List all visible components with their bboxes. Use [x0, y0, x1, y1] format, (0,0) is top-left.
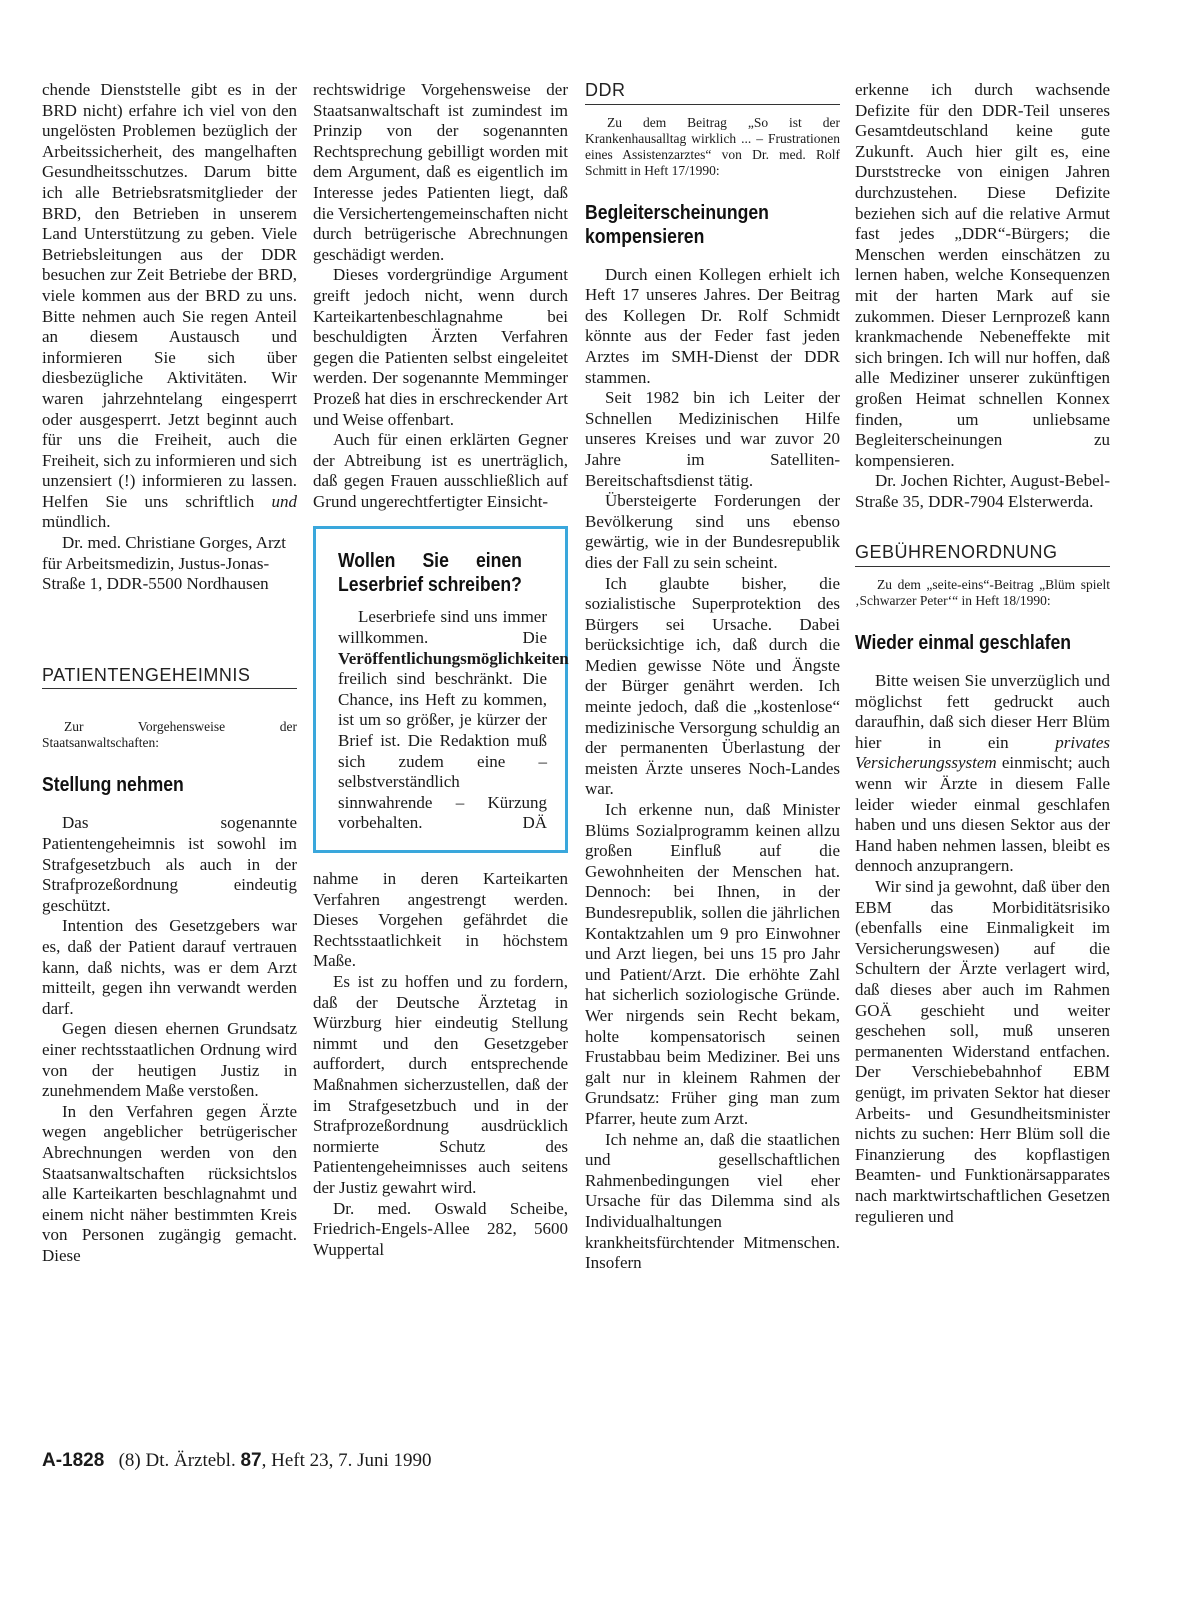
info-box: [313, 526, 568, 853]
paragraph: nahme in deren Karteikarten Verfahren angestrengt werden. Dieses Vorgehen gefährdet die Rechtsstaatlichkeit in höchstem Maße.: [313, 869, 568, 971]
paragraph: Intention des Gesetzgebers war es, daß der Patient darauf vertrauen kann, daß nichts, was er dem Arzt mitteilt, gegen ihn verwandt werden darf.: [42, 916, 297, 1018]
paragraph: rechtswidrige Vorgehensweise der Staatsanwaltschaft ist zumindest im Prinzip von der sogenannten Rechtsprechung gebilligt worden mit dem Argument, daß es eigentlich im Interesse jedes Patienten liegt, daß die Versichertengemeinschaften nicht durch betrügerische Abrechnungen geschädigt werden.: [313, 80, 568, 264]
column-4: [855, 80, 1110, 1227]
reference-line: Zu dem Beitrag „So ist der Krankenhausalltag wirklich ... – Frustrationen eines Assistenzarztes“ von Dr. med. Rolf Schmitt in Heft 17/1990:: [585, 114, 840, 178]
box-bold-text: Veröffentlichungsmöglichkeiten: [338, 648, 569, 668]
paragraph: [855, 671, 1110, 877]
reference-line: Zur Vorgehensweise der Staatsanwaltschaften:: [42, 719, 297, 751]
paragraph: Ich nehme an, daß die staatlichen und gesellschaftlichen Rahmenbedingungen viel eher Ursache für das Dilemma sind als Individualhaltungen krankheitsfürchtender Mitmenschen. Insofern: [585, 1129, 840, 1273]
paragraph: In den Verfahren gegen Ärzte wegen angeblicher betrügerischer Abrechnungen werden von den Staatsanwaltschaften rücksichtslos alle Karteikarten beschlagnahmt und einem nicht näher bestimmten Kreis von Personen zugängig gemacht. Diese: [42, 1101, 297, 1265]
paragraph-text: Bitte weisen Sie unverzüglich und möglichst fett gedruckt auch daraufhin, daß sich dieser Herr Blüm hier in ein: [855, 671, 1110, 752]
letter-signature: Dr. med. Christiane Gorges, Arzt für Arbeitsmedizin, Justus-Jonas-Straße 1, DDR-5500 Nordhausen: [42, 533, 286, 594]
journal-issue: , Heft 23, 7. Juni 1990: [261, 1450, 432, 1471]
paragraph: Ich erkenne nun, daß Minister Blüms Sozialprogramm keinen allzu großen Einfluß auf die Gewohnheiten der Menschen hat. Dennoch: bei Ihnen, in der Bundesrepublik, sollen die jährlichen Kontaktzahlen um 9 pro Einwohner und Arzt liegen, bei uns 15 pro Jahr und Patient/Arzt. Die erhöhte Zahl hat sicherlich soziologische Gründe. Wer nirgends sein Recht bekam, holte kompensatorisch seinen Frustabbau beim Mediziner. Bei uns galt nur in kleinem Rahmen der Grundsatz: Früher ging man zum Pfarrer, heute zum Arzt.: [585, 800, 840, 1128]
box-heading: Wollen Sie einen Leserbrief schreiben?: [338, 550, 522, 597]
journal-volume: 87: [240, 1450, 262, 1471]
letter-heading: Begleiterscheinungen kompensieren: [585, 201, 769, 248]
paragraph: Übersteigerte Forderungen der Bevölkerung sind uns ebenso gewärtig, wie in der Bundesrepublik dies der Fall zu sein scheint.: [585, 491, 840, 572]
paragraph-text: chende Dienststelle gibt es in der BRD nicht) erfahre ich viel von den ungelösten Problemen bezüglich der Arbeitssicherheit, des mangelhaften Gesundheitsschutzes. Darum bitte ich alle Betriebsratsmitglieder der BRD, den Betrieben in unserem Land Unterstützung zu geben. Viele Betriebsleitungen aus der DDR besuchen zur Zeit Betriebe der BRD, viele kommen aus der BRD zu uns. Bitte nehmen auch Sie regen Anteil an diesem Austausch und informieren Sie sich über diesbezügliche Aktivitäten. Wir waren jahrzehntelang eingesperrt oder ausgesperrt. Jetzt beginnt auch für uns die Freiheit, auch die Freiheit, sich zu informieren und sich unzensiert (!) informieren zu lassen. Helfen Sie uns schriftlich: [42, 80, 297, 511]
paragraph: Durch einen Kollegen erhielt ich Heft 17 unseres Jahres. Der Beitrag des Kollegen Dr. Rolf Schmidt könnte aus der Feder fast jeden Arztes im SMH-Dienst der DDR stammen.: [585, 264, 840, 387]
paragraph: [42, 80, 297, 533]
journal-citation: (8) Dt. Ärztebl.: [118, 1450, 236, 1471]
page-footer: [42, 1450, 432, 1472]
paragraph: Wir sind ja gewohnt, daß über den EBM das Morbiditätsrisiko (ebenfalls eine Einmaligkeit im Versicherungswesen) auf die Schultern der Ärzte verlagert wird, daß dieses aber auch im Rahmen GOÄ geschieht und weiter geschehen soll, muß unseren permanenten Widerstand entfachen. Der Verschiebebahnhof EBM genügt, im privaten Sektor hat dieser Arbeits- und Gesundheitsminister nichts zu suchen: Herr Blüm soll die Finanzierung des kopflastigen Beamten- und Funktionärsapparates nach marktwirtschaftlichen Gesetzen regulieren und: [855, 877, 1110, 1226]
letter-signature: Dr. med. Oswald Scheibe, Friedrich-Engels-Allee 282, 5600 Wuppertal: [313, 1198, 568, 1259]
column-3: [585, 80, 840, 1274]
column-2: [313, 80, 568, 1260]
section-title-ddr: DDR: [585, 80, 840, 105]
emphasis-text: und: [271, 491, 298, 511]
paragraph: Das sogenannte Patientengeheimnis ist sowohl im Strafgesetzbuch als auch in der Strafprozeßordnung eindeutig geschützt.: [42, 813, 297, 915]
box-signature: DÄ: [522, 813, 547, 833]
box-paragraph: [338, 607, 569, 834]
emphasis-text: privates Versicherungssystem: [855, 732, 1111, 773]
paragraph: Gegen diesen ehernen Grundsatz einer rechtsstaatlichen Ordnung wird von der heutigen Justiz in zunehmendem Maße verstoßen.: [42, 1019, 297, 1101]
reference-line: Zu dem „seite-eins“-Beitrag „Blüm spielt ‚Schwarzer Peter‘“ in Heft 18/1990:: [855, 577, 1110, 609]
paragraph: erkenne ich durch wachsende Defizite für den DDR-Teil unseres Gesamtdeutschland keine gute Zukunft. Auch hier gilt es, eine Durststrecke von einigen Jahren durchzustehen. Diese Defizite beziehen sich auf die relative Armut fast jedes „DDR“-Bürgers; die Menschen werden einschätzen zu lernen haben, welche Konsequenzen mit der harten Mark auf sie zukommen. Dieser Lernprozeß kann krankmachende Nebeneffekte mit sich bringen. Ich will nur hoffen, daß alle Mediziner unserer zukünftigen großen Heimat schnellen Konnex finden, um unliebsame Begleiterscheinungen zu kompensieren.: [855, 80, 1110, 470]
column-1: [42, 80, 297, 1267]
section-title-gebuehrenordnung: GEBÜHRENORDNUNG: [855, 542, 1110, 567]
paragraph: Seit 1982 bin ich Leiter der Schnellen Medizinischen Hilfe unseres Kreises und war zuvor 20 Jahre im Satelliten-Bereitschaftsdienst tätig.: [585, 388, 840, 490]
paragraph-text: mündlich.: [42, 512, 111, 532]
page-number: A-1828: [42, 1450, 105, 1471]
letter-heading: Wieder einmal geschlafen: [855, 632, 1072, 655]
paragraph-text: einmischt; auch wenn wir Ärzte in diesem Falle leider wieder einmal geschlafen haben und uns diesen Sektor aus der Hand haben nehmen lassen, bleibt es dennoch anzuprangern.: [855, 753, 1110, 876]
paragraph: Es ist zu hoffen und zu fordern, daß der Deutsche Ärztetag in Würzburg hier eindeutig Stellung nimmt und den Gesetzgeber auffordert, durch entsprechende Maßnahmen sicherzustellen, daß der im Strafgesetzbuch und in der Strafprozeßordnung ausdrücklich normierte Schutz des Patientengeheimnisses auch seitens der Justiz gewahrt wird.: [313, 971, 568, 1197]
paragraph: Dieses vordergründige Argument greift jedoch nicht, wenn durch Karteikartenbeschlagnahme bei beschuldigten Ärzten Verfahren gegen die Patienten selbst eingeleitet werden. Der sogenannte Memminger Prozeß hat dies in erschreckender Art und Weise offenbart.: [313, 265, 568, 429]
paragraph: Ich glaubte bisher, die sozialistische Superprotektion des Bürgers sei Ursache. Dabei berücksichtige ich, daß durch die Medien gewisse Nöte und Ängste der Bürger genährt werden. Ich meinte jedoch, daß die „kostenlose“ medizinische Versorgung schuldig an der permanenten Überlastung der meisten Ärzte unseres Noch-Landes war.: [585, 573, 840, 799]
section-title-patientengeheimnis: PATIENTENGEHEIMNIS: [42, 665, 297, 690]
box-text: freilich sind beschränkt. Die Chance, ins Heft zu kommen, ist um so größer, je kürzer der Brief ist. Die Redaktion muß sich zudem eine – selbstverständlich sinnwahrende – Kürzung vorbehalten.: [338, 669, 547, 833]
letter-heading: Stellung nehmen: [42, 774, 184, 797]
paragraph: Auch für einen erklärten Gegner der Abtreibung ist es unerträglich, daß gegen Frauen ausschließlich auf Grund ungerechtfertigter Einsicht-: [313, 430, 568, 511]
letter-signature: Dr. Jochen Richter, August-Bebel-Straße 35, DDR-7904 Elsterwerda.: [855, 471, 1110, 511]
box-text: Leserbriefe sind uns immer willkommen. Die: [338, 607, 547, 648]
